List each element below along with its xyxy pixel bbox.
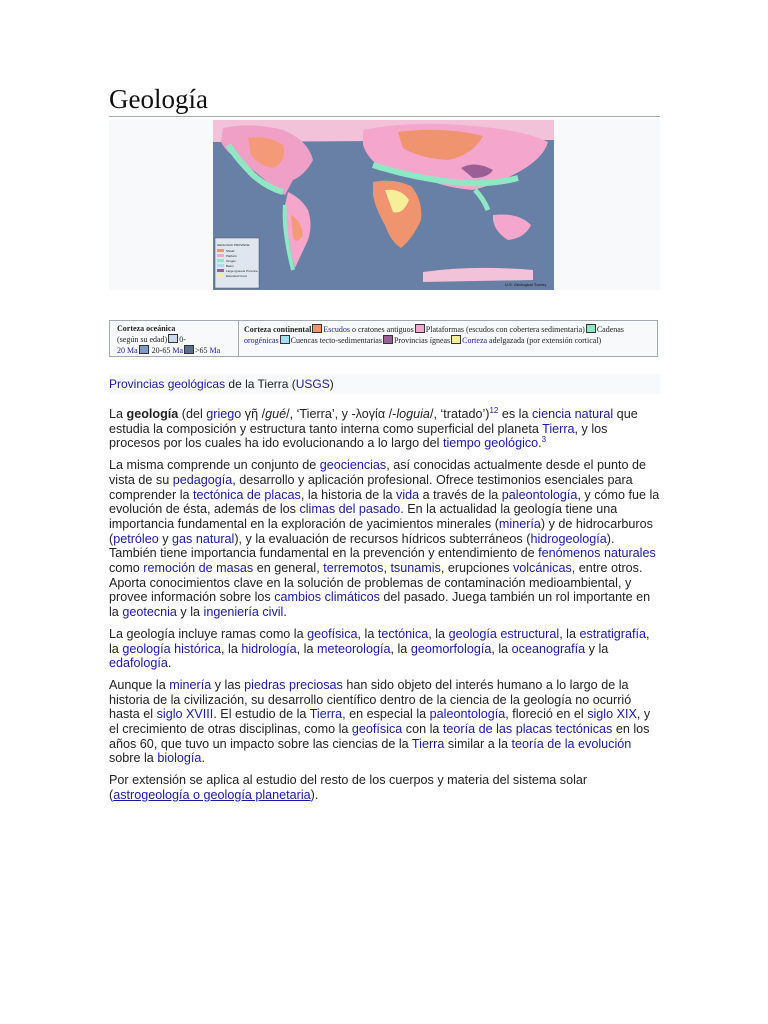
text: es la — [498, 407, 532, 421]
text: , la — [296, 641, 317, 656]
link-siglo-xix[interactable]: siglo XIX — [587, 707, 637, 722]
text: y la — [585, 641, 609, 656]
link-volcanicas[interactable]: volcánicas — [512, 561, 572, 576]
link-astrogeologia-label: astrogeología o geología planetaria — [113, 787, 311, 802]
link-geologia-historica[interactable]: geología histórica — [122, 641, 222, 656]
text: , entre otros. Aporta conocimientos clave en la solución de problemas de contaminación medioambiental, y provee información sobre los — [109, 561, 643, 605]
legend-separator — [238, 321, 239, 356]
text: , la — [390, 641, 411, 656]
orogenicas-link[interactable]: orogénicas — [244, 336, 279, 345]
text: a través de la — [419, 487, 502, 502]
map-legend-item: Platform — [226, 254, 238, 258]
link-terremotos[interactable]: terremotos — [323, 561, 384, 576]
text: , la — [221, 641, 242, 656]
escudos-swatch — [312, 324, 322, 333]
plataformas-swatch — [415, 324, 425, 333]
text: . — [201, 751, 205, 766]
corteza-link[interactable]: Corteza — [462, 336, 488, 345]
text: ). — [310, 787, 319, 802]
text: , en especial la — [342, 707, 430, 722]
text: . — [538, 436, 542, 451]
text: /, ‘tratado’) — [429, 407, 490, 421]
text: , la — [428, 626, 449, 641]
text: Aunque la — [109, 677, 170, 692]
text: que estudia la composición y estructura tanto interna como superficial del planeta — [109, 407, 638, 436]
text: Por extensión se aplica al estudio del resto de los cuerpos y materia del sistema solar ( — [109, 773, 588, 802]
text: y — [158, 531, 173, 546]
oceanic-crust-title: Corteza oceánica — [117, 324, 176, 333]
text: y la — [176, 605, 204, 620]
text: , la historia de la — [300, 487, 397, 502]
link-paleontologia-2[interactable]: paleontología — [429, 707, 506, 722]
link-petroleo[interactable]: petróleo — [113, 531, 159, 546]
text: ). También tiene importancia fundamental en la prevención y entendimiento de — [109, 531, 615, 561]
crust-legend-table — [109, 320, 658, 357]
link-teoria-evolucion[interactable]: teoría de la evolución — [511, 736, 632, 751]
link-ciencia-natural[interactable]: ciencia natural — [531, 407, 614, 421]
link-mineria[interactable]: minería — [498, 516, 541, 531]
text: ) y de hidrocarburos ( — [109, 516, 653, 546]
escudos-desc: o cratones antiguos — [352, 325, 414, 334]
link-hidrogeologia[interactable]: hidrogeología — [530, 531, 607, 546]
link-geociencias[interactable]: geociencias — [319, 458, 387, 473]
link-geologia-estructural[interactable]: geología estructural — [448, 626, 560, 641]
text: . En la actualidad la geología tiene una importancia fundamental en la exploración de yacimientos minerales ( — [109, 502, 618, 531]
link-geofisica-2[interactable]: geofísica — [351, 722, 403, 737]
link-teoria-placas-tectonicas[interactable]: teoría de las placas tectónicas — [442, 722, 613, 737]
text: , — [383, 561, 391, 576]
link-tsunamis[interactable]: tsunamis — [390, 561, 441, 576]
link-tierra-2[interactable]: Tierra — [309, 707, 343, 722]
cadenas-swatch — [586, 324, 596, 333]
link-geotecnia[interactable]: geotecnia — [122, 605, 177, 620]
map-legend-item: Shield — [226, 249, 235, 253]
text: . — [283, 605, 287, 620]
link-oceanografia[interactable]: oceanografía — [511, 641, 586, 656]
oceanic-age-2: 20-65 — [151, 346, 171, 355]
link-climas-del-pasado[interactable]: climas del pasado — [299, 502, 401, 517]
link-ingenieria-civil[interactable]: ingeniería civil — [203, 605, 284, 620]
continental-crust-title: Corteza continental — [244, 325, 312, 334]
pron-gue: gué — [265, 407, 287, 421]
text: , y los procesos por los cuales ha ido evolucionando a lo largo del — [109, 421, 608, 451]
link-vida[interactable]: vida — [396, 487, 420, 502]
link-meteorologia[interactable]: meteorología — [316, 641, 391, 656]
page-title: Geología — [109, 84, 208, 114]
link-griego[interactable]: griego — [206, 407, 242, 421]
oceanic-mid-swatch — [139, 345, 149, 354]
oceanic-young-swatch — [168, 334, 178, 343]
map-legend-item: Extended Crust — [226, 274, 247, 278]
cuencas-label: Cuencas tecto-sedimentarias — [290, 336, 382, 345]
text: . — [167, 656, 172, 671]
link-fenomenos-naturales[interactable]: fenómenos naturales — [538, 546, 656, 561]
paragraph-historia — [109, 678, 661, 766]
text: , la — [491, 641, 512, 656]
caption-text: de la Tierra ( — [225, 377, 296, 391]
link-tectonica[interactable]: tectónica — [377, 626, 429, 641]
link-biologia[interactable]: biología — [157, 751, 202, 766]
link-geofisica[interactable]: geofísica — [307, 626, 358, 641]
map-legend-item: Orogen — [226, 259, 237, 263]
link-remocion-de-masas[interactable]: remoción de masas — [143, 561, 254, 576]
oceanic-age-1-unit-link[interactable]: 20 Ma — [117, 346, 138, 355]
text: , desarrollo y aplicación profesional. Ofrece testimonios esenciales para comprender la — [109, 472, 633, 502]
oceanic-age-3: >65 — [195, 346, 208, 355]
text: en los años 60, que tuvo un impacto sobre las ciencias de la — [109, 722, 650, 751]
ref-2[interactable]: 2 — [493, 405, 499, 415]
link-mineria-2[interactable]: minería — [169, 677, 212, 692]
continental-crust-cell — [244, 324, 652, 346]
title-divider — [109, 116, 660, 117]
cuencas-swatch — [280, 335, 290, 344]
ref-1[interactable]: 1 — [489, 405, 494, 415]
link-siglo-xviii[interactable]: siglo XVIII — [156, 707, 214, 722]
link-edafologia[interactable]: edafología — [109, 656, 168, 671]
text: , floreció en el — [505, 707, 588, 722]
oceanic-age-3-unit-link[interactable]: Ma — [209, 346, 221, 355]
oceanic-age-2-unit-link[interactable]: Ma — [172, 346, 184, 355]
link-hidrologia[interactable]: hidrología — [241, 641, 297, 656]
text: , la — [357, 626, 378, 641]
text: La — [109, 407, 127, 421]
link-tectonica-de-placas[interactable]: tectónica de placas — [193, 487, 301, 502]
text: ), y la evaluación de recursos hídricos subterráneos ( — [234, 531, 531, 546]
text: del pasado. Juega también un rol importante en la — [109, 590, 651, 620]
paragraph-intro — [109, 407, 661, 451]
geologic-provinces-map[interactable] — [213, 120, 554, 290]
plataformas-label: Plataformas (escudos con cobertera sedimentaria) — [425, 325, 585, 334]
link-tiempo-geologico[interactable]: tiempo geológico — [442, 436, 539, 451]
map-legend-item: Basin — [226, 264, 234, 268]
paragraph-ramas — [109, 627, 661, 671]
link-pedagogia[interactable]: pedagogía — [172, 472, 233, 487]
text: γῆ / — [241, 407, 266, 421]
link-piedras-preciosas[interactable]: piedras preciosas — [244, 677, 343, 692]
oceanic-old-swatch — [184, 345, 194, 354]
text: y las — [211, 677, 245, 692]
escudos-link[interactable]: Escudos — [323, 325, 350, 334]
text: en general, — [253, 561, 324, 576]
provincias-geologicas-link[interactable]: Provincias geológicas — [109, 377, 226, 391]
link-astrogeologia[interactable] — [113, 788, 310, 802]
pron-loguia: loguia — [396, 407, 430, 421]
oceanic-crust-note: (según su edad) — [117, 335, 168, 344]
article-body — [109, 407, 661, 810]
text: , erupciones — [440, 561, 513, 576]
text: , y cómo fue la evolución de ésta, además de los — [109, 487, 660, 517]
text: sobre la — [109, 751, 158, 766]
text: similar a la — [444, 736, 512, 751]
text: como — [109, 561, 144, 576]
link-geomorfologia[interactable]: geomorfología — [410, 641, 492, 656]
link-estratigrafia[interactable]: estratigrafía — [579, 626, 646, 641]
text: /, ‘Tierra’, y -λογία /- — [286, 407, 397, 421]
text: , así conocidas actualmente desde el punto de vista de su — [109, 458, 646, 487]
cadenas-label: Cadenas — [596, 325, 624, 334]
text: , la — [109, 626, 650, 656]
map-legend-item: Large Igneous Province — [226, 269, 258, 273]
link-paleontologia[interactable]: paleontología — [501, 487, 578, 502]
adelgazada-label: adelgazada (por extensión cortical) — [489, 336, 602, 345]
figure-caption — [109, 374, 660, 394]
paragraph-extension — [109, 773, 661, 802]
oceanic-age-1: 0- — [179, 335, 186, 344]
link-tierra-3[interactable]: Tierra — [411, 736, 445, 751]
text: han sido objeto del interés humano a lo largo de la historia de la civilización, su desarrollo científico dentro de la ciencia de la geología no ocurrió hasta el — [109, 677, 632, 722]
ref-3[interactable]: 3 — [541, 435, 547, 445]
text: La misma comprende un conjunto de — [109, 458, 320, 473]
term-geologia: geología — [126, 407, 179, 421]
text: , y el crecimiento de otras disciplinas, como la — [109, 707, 651, 737]
provincias-swatch — [383, 335, 393, 344]
usgs-link[interactable]: USGS — [295, 377, 330, 391]
corteza-swatch — [451, 335, 461, 344]
link-gas-natural[interactable]: gas natural — [172, 531, 235, 546]
text: . El estudio de la — [213, 707, 310, 722]
oceanic-crust-cell — [117, 324, 227, 356]
text: La geología incluye ramas como la — [109, 626, 308, 641]
link-tierra[interactable]: Tierra — [542, 421, 575, 436]
text: , la — [559, 626, 580, 641]
map-credit: U.S. Geological Survey — [505, 282, 547, 287]
paragraph-geociencias — [109, 458, 661, 620]
caption-end: ) — [329, 377, 334, 391]
text: con la — [402, 722, 443, 737]
map-legend-heading: GEOLOGIC PROVINCE — [217, 243, 250, 247]
provincias-label: Provincias ígneas — [393, 336, 451, 345]
link-cambios-climaticos[interactable]: cambios climáticos — [274, 590, 380, 605]
text: (del — [178, 407, 207, 421]
